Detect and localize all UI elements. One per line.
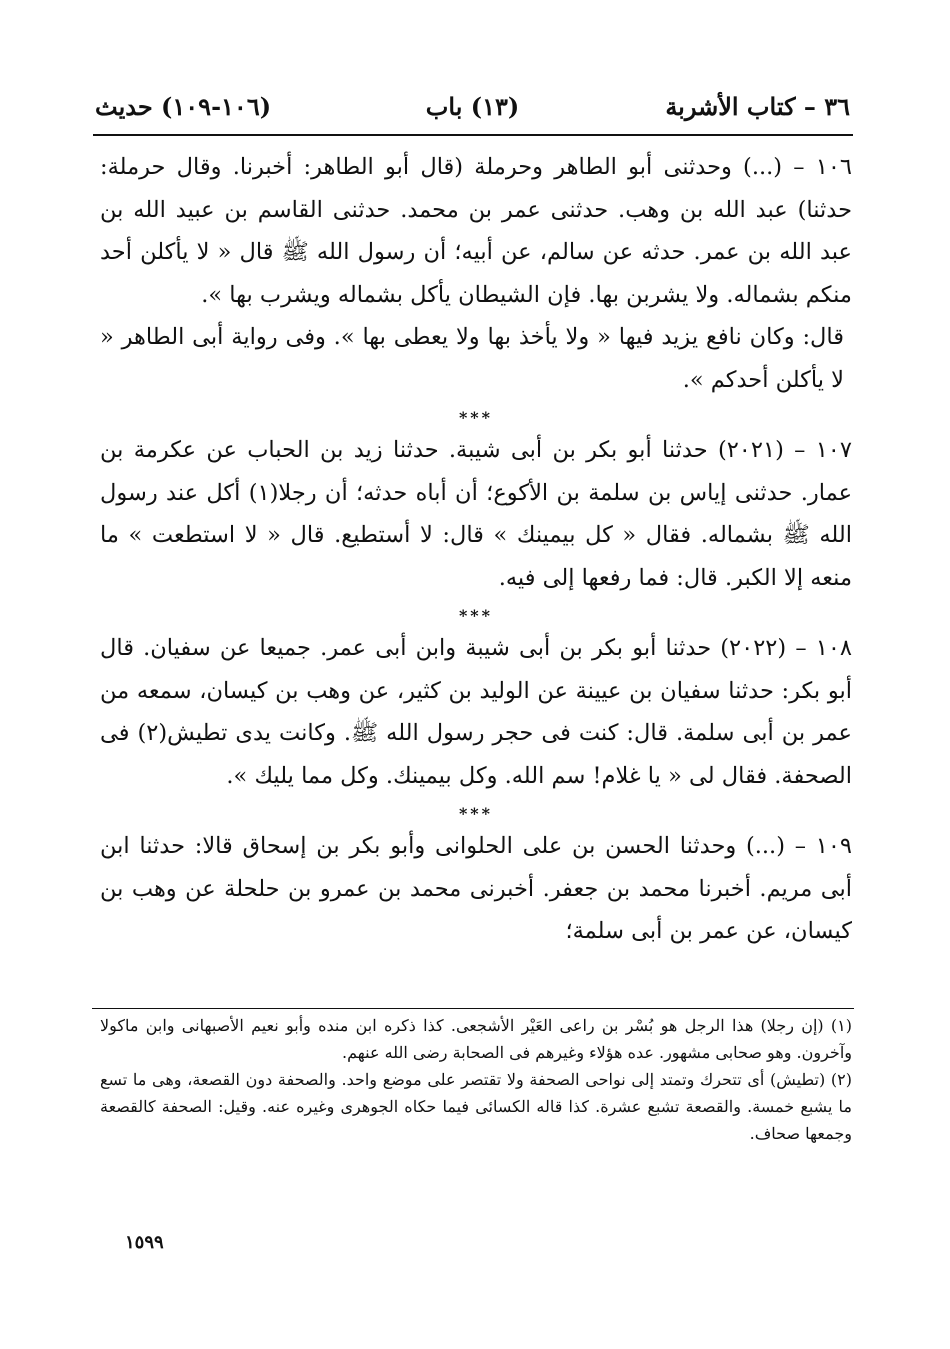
footnote-1: (١) (إن رجلا) هذا الرجل هو بُسْر بن راعى العَيْر الأشجعى. كذا ذكره ابن منده وأبو نعيم الأصبهانى وابن ماكولا وآخرون. وهو صحابى مشهور. عده هؤلاء وغيرهم فى الصحابة رضى الله عنهم. <box>100 1016 852 1062</box>
section-separator: *** <box>458 408 494 427</box>
page-number: ١٥٩٩ <box>125 1232 164 1253</box>
section-separator: *** <box>458 804 494 823</box>
header-chapter: (١٣) باب <box>425 92 520 121</box>
hadith-109: ١٠٩ – (...) وحدثنا الحسن بن على الحلوانى وأبو بكر بن إسحاق قالا: حدثنا ابن أبى مريم. أخبرنا محمد بن جعفر. أخبرنى محمد بن عمرو بن حلحلة عن وهب بن كيسان، عن عمر بن أبى سلمة؛ <box>100 833 852 944</box>
hadith-107: ١٠٧ – (٢٠٢١) حدثنا أبو بكر بن أبى شيبة. حدثنا زيد بن الحباب عن عكرمة بن عمار. حدثنى إياس بن سلمة بن الأكوع؛ أن أباه حدثه؛ أن رجلا(١) أكل عند رسول الله ﷺ بشماله. فقال « كل بيمينك » قال: لا أستطيع. قال « لا استطعت » ما منعه إلا الكبر. قال: فما رفعها إلى فيه. <box>100 437 853 591</box>
hadith-106: ١٠٦ – (...) وحدثنى أبو الطاهر وحرملة (قال أبو الطاهر: أخبرنا. وقال حرملة: حدثنا) عبد الله بن وهب. حدثنى عمر بن محمد. حدثنى القاسم بن عبيد الله بن عبد الله بن عمر. حدثه عن سالم، عن أبيه؛ أن رسول الله ﷺ قال « لا يأكلن أحد منكم بشماله. ولا يشربن بها. فإن الشيطان يأكل بشماله ويشرب بها ». <box>100 154 852 308</box>
section-separator: *** <box>458 606 494 625</box>
header-rule <box>93 134 853 136</box>
footnote-rule <box>92 1008 854 1009</box>
header-book-title: ٣٦ – كتاب الأشربة <box>665 92 850 121</box>
footnote-2: (٢) (تطيش) أى تتحرك وتمتد إلى نواحى الصحفة ولا تقتصر على موضع واحد. والصحفة دون القصعة، وهى ما تسع ما يشبع خمسة. والقصعة تشبع عشرة. كذا قاله الكسائى فيما حكاه الجوهرى وغيره عنه. وقيل: الصحفة كالقصعة وجمعها صحاف. <box>100 1070 853 1143</box>
header-hadith-range: (١٠٦-١٠٩) حديث <box>95 92 272 121</box>
footnotes <box>100 1012 852 1147</box>
running-header <box>95 92 850 130</box>
hadith-106-addendum: قال: وكان نافع يزيد فيها « ولا يأخذ بها ولا يعطى بها ». وفى رواية أبى الطاهر « لا يأكلن أحدكم ». <box>100 324 844 393</box>
hadith-108: ١٠٨ – (٢٠٢٢) حدثنا أبو بكر بن أبى شيبة وابن أبى عمر. جميعا عن سفيان. قال أبو بكر: حدثنا سفيان بن عيينة عن الوليد بن كثير، عن وهب بن كيسان، سمعه من عمر بن أبى سلمة. قال: كنت فى حجر رسول الله ﷺ. وكانت يدى تطيش(٢) فى الصحفة. فقال لى « يا غلام! سم الله. وكل بيمينك. وكل مما يليك ». <box>100 635 852 789</box>
main-text <box>100 146 852 953</box>
